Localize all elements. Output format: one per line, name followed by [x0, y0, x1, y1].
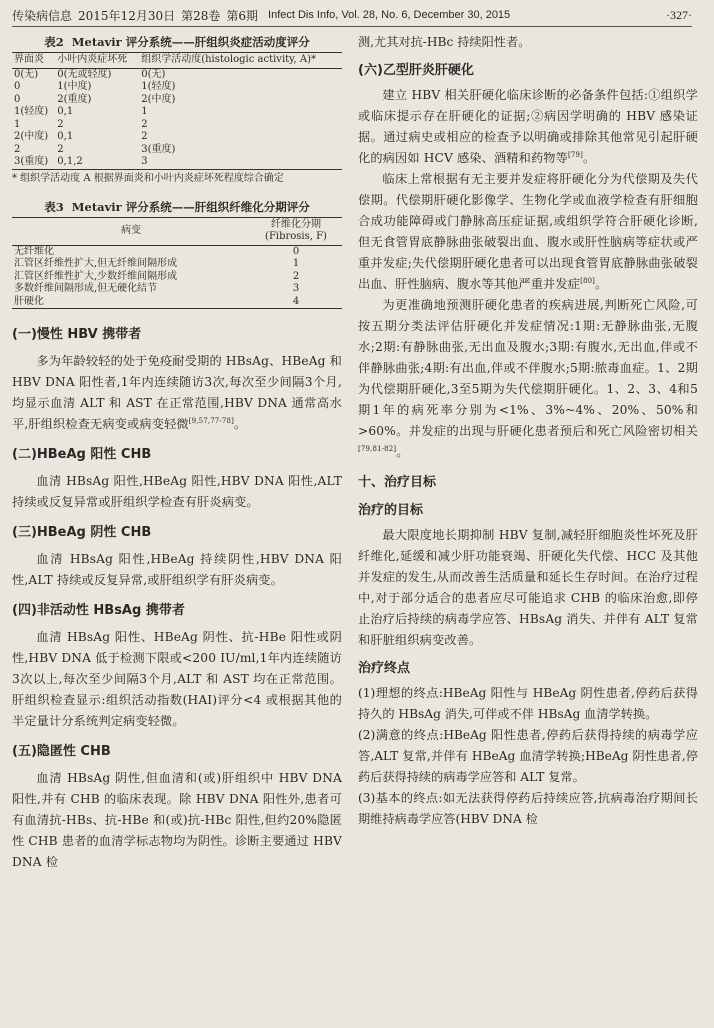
table3-cell: 无纤维化 [14, 245, 54, 257]
issue-date: 2015年12月30日 [78, 8, 176, 23]
citation-ref: [79] [567, 150, 583, 159]
table2-row [12, 68, 342, 81]
table2-cell: 0,1 [57, 106, 74, 117]
table3-col-header: 纤维化分期(Fibrosis, F) [250, 217, 342, 245]
paragraph: 建立 HBV 相关肝硬化临床诊断的必备条件包括:①组织学或临床提示存在肝硬化的证据;②病因学明确的 HBV 感染证据。通过病史或相应的检查予以明确或排除其他常见引起肝硬化的病因如 HCV 感染、酒精和药物等[79]。 [358, 88, 698, 165]
table3-number: 表3 [44, 199, 64, 214]
table3-row [12, 245, 342, 258]
page-number: ·327· [666, 7, 692, 22]
table2-row [12, 156, 342, 169]
table2-row [12, 106, 342, 119]
table2-footnote: * 组织学活动度 A 根据界面炎和小叶内炎症坏死程度综合确定 [12, 172, 284, 184]
journal-name: 传染病信息 [12, 8, 73, 23]
table2-cell: 0,1,2 [55, 156, 139, 169]
table2-cell: 0(无) [141, 68, 166, 80]
table2-cell: 3(重度) [141, 143, 176, 155]
endpoint-item: (3)基本的终点:如无法获得停药后持续应答,抗病毒治疗期间长期维持病毒学应答(HBV DNA 检 [358, 791, 698, 826]
section-heading: (一)慢性 HBV 携带者 [12, 327, 142, 342]
table3-cell: 汇管区纤维性扩大,但无纤维间隔形成 [14, 258, 178, 269]
table2-col-header: 小叶内炎症坏死 [55, 53, 139, 69]
right-column [358, 32, 698, 830]
table2-cell: 0,1 [57, 131, 74, 142]
table2-cell: 0(无) [14, 68, 39, 80]
table2-cell: 2(重度) [57, 93, 92, 105]
table3-header-row [12, 217, 342, 245]
table2-cell: 1(轻度) [141, 81, 176, 92]
chapter-heading: 十、治疗目标 [358, 475, 437, 490]
section-heading: (三)HBeAg 阴性 CHB [12, 525, 152, 540]
table2-row [12, 119, 342, 132]
paragraph: 多为年龄较轻的处于免疫耐受期的 HBsAg、HBeAg 和 HBV DNA 阳性者,1年内连续随访3次,每次至少间隔3个月,均显示血清 ALT 和 AST 在正常范围,HBV DNA 通常高水平,肝组织检查无病变或病变轻微[9,57,77-78]。 [12, 354, 342, 431]
english-citation: Infect Dis Info, Vol. 28, No. 6, December 30, 2015 [268, 9, 511, 21]
table2-row [12, 94, 342, 107]
table2-cell: 1(中度) [57, 81, 92, 92]
table2-title: Metavir 评分系统——肝组织炎症活动度评分 [71, 35, 310, 49]
paragraph: 血清 HBsAg 阴性,但血清和(或)肝组织中 HBV DNA 阳性,并有 CHB 的临床表现。除 HBV DNA 阳性外,患者可有血清抗-HBs、抗-HBe 和(或)抗-HBc 阳性,但约20%隐匿性 CHB 患者的血清学标志物均为阴性。诊断主要通过 HBV DNA 检 [12, 771, 342, 869]
table3-cell: 0 [292, 245, 300, 257]
subsection-heading: 治疗的目标 [358, 503, 424, 518]
section-heading: (六)乙型肝炎肝硬化 [358, 63, 474, 78]
table2-cell: 2 [141, 131, 148, 142]
table2-col-header: 组织学活动度(histologic activity, A)* [139, 53, 342, 69]
table2-row [12, 81, 342, 94]
table2-cell: 2 [14, 143, 21, 155]
table3-col-header: 病变 [12, 217, 250, 245]
paragraph: 为更准确地预测肝硬化患者的疾病进展,判断死亡风险,可按五期分类法评估肝硬化并发症情况:1期:无静脉曲张,无腹水;2期:有静脉曲张,无出血及腹水;3期:有腹水,无出血,伴或不伴静脉曲张;4期:有出血,伴或不伴腹水;5期:脓毒血症。1、2期为代偿期肝硬化,3至5期为失代偿期肝硬化。1、2、3、4和5期1年的病死率分别为<1%、3%~4%、20%、50%和>60%。并发症的出现与肝硬化患者预后和死亡风险密切相关[79,81-82]。 [358, 298, 698, 459]
table3-row [12, 283, 342, 296]
table3-cell: 2 [292, 270, 300, 282]
paragraph: 临床上常根据有无主要并发症将肝硬化分为代偿期及失代偿期。代偿期肝硬化影像学、生物化学或血液学检查有肝细胞合成功能障碍或门静脉高压症证据,或组织学符合肝硬化诊断,但无食管胃底静脉曲张破裂出血、腹水或肝性脑病等症状或严重并发症;失代偿期肝硬化患者可以出现食管胃底静脉曲张破裂出血、肝性脑病、腹水等其他严重并发症[80]。 [358, 172, 698, 291]
table2-caption [12, 34, 342, 50]
table2-cell: 2 [57, 118, 64, 130]
left-column [12, 32, 342, 873]
table3-row [12, 271, 342, 284]
table2-cell: 3 [139, 156, 342, 169]
table2-cell: 2(中度) [14, 131, 49, 142]
endpoint-item: (2)满意的终点:HBeAg 阳性患者,停药后获得持续的病毒学应答,ALT 复常,并伴有 HBeAg 血清学转换;HBeAg 阴性患者,停药后获得持续的病毒学应答和 ALT 复常。 [358, 728, 698, 784]
table2-cell: 3(重度) [12, 156, 55, 169]
table2-row [12, 144, 342, 157]
table3-cell: 4 [250, 296, 342, 309]
issue: 第6期 [226, 8, 259, 23]
table3-title: Metavir 评分系统——肝组织纤维化分期评分 [71, 199, 310, 214]
table3-cell: 肝硬化 [12, 296, 250, 309]
table3-cell: 多数纤维间隔形成,但无硬化结节 [14, 283, 158, 294]
table3-cell: 1 [292, 258, 300, 269]
table2-cell: 0 [14, 93, 21, 105]
table2-cell: 1(轻度) [14, 106, 49, 117]
table2-cell: 2(中度) [141, 93, 176, 105]
section-heading: (四)非活动性 HBsAg 携带者 [12, 603, 185, 618]
paragraph: 最大限度地长期抑制 HBV 复制,减轻肝细胞炎性坏死及肝纤维化,延缓和减少肝功能衰竭、肝硬化失代偿、HCC 及其他并发症的发生,从而改善生活质量和延长生存时间。在治疗过程中,对于部分适合的患者应尽可能追求 CHB 的临床治愈,即停止治疗后持续的病毒学应答、HBsAg 消失、并伴有 ALT 复常和肝脏组织病变改善。 [358, 528, 698, 647]
paragraph-continued: 测,尤其对抗-HBc 持续阳性者。 [358, 35, 531, 49]
citation-ref: [80] [580, 276, 596, 285]
table3-cell: 汇管区纤维性扩大,少数纤维间隔形成 [14, 270, 178, 282]
section-heading: (五)隐匿性 CHB [12, 744, 111, 759]
table2-header-row [12, 53, 342, 69]
subsection-heading: 治疗终点 [358, 661, 411, 676]
citation-ref: [9,57,77-78] [188, 416, 235, 425]
running-header [12, 4, 692, 27]
table3 [12, 217, 342, 310]
citation-ref: [79,81-82] [358, 444, 397, 453]
table2-cell: 1 [14, 118, 21, 130]
table3-row [12, 296, 342, 309]
table2 [12, 52, 342, 170]
table2-cell: 0 [14, 81, 21, 92]
table2-number: 表2 [44, 35, 64, 49]
table3-row [12, 258, 342, 271]
table2-cell: 0(无或轻度) [57, 68, 112, 80]
table2-cell: 2 [57, 143, 64, 155]
section-heading: (二)HBeAg 阳性 CHB [12, 447, 152, 462]
volume: 第28卷 [181, 8, 221, 23]
table2-row [12, 131, 342, 144]
table2-col-header: 界面炎 [12, 53, 55, 69]
paragraph: 血清 HBsAg 阳性、HBeAg 阴性、抗-HBe 阳性或阴性,HBV DNA 低于检测下限或<200 IU/ml,1年内连续随访3次以上,每次至少间隔3个月,ALT 和 AST 均在正常范围。肝组织检查显示:组织活动指数(HAI)评分<4 或根据其他的半定量计分系统判定病变轻微。 [12, 630, 342, 728]
table3-cell: 3 [292, 283, 300, 294]
table2-cell: 2 [141, 118, 148, 130]
paragraph: 血清 HBsAg 阳性,HBeAg 持续阴性,HBV DNA 阳性,ALT 持续或反复异常,或肝组织学有肝炎病变。 [12, 552, 342, 587]
table3-caption [12, 199, 342, 215]
endpoint-item: (1)理想的终点:HBeAg 阳性与 HBeAg 阴性患者,停药后获得持久的 HBsAg 消失,可伴或不伴 HBsAg 血清学转换。 [358, 686, 698, 721]
paragraph: 血清 HBsAg 阳性,HBeAg 阳性,HBV DNA 阳性,ALT 持续或反复异常或肝组织学检查有肝炎病变。 [12, 474, 342, 509]
table2-cell: 1 [141, 106, 148, 117]
